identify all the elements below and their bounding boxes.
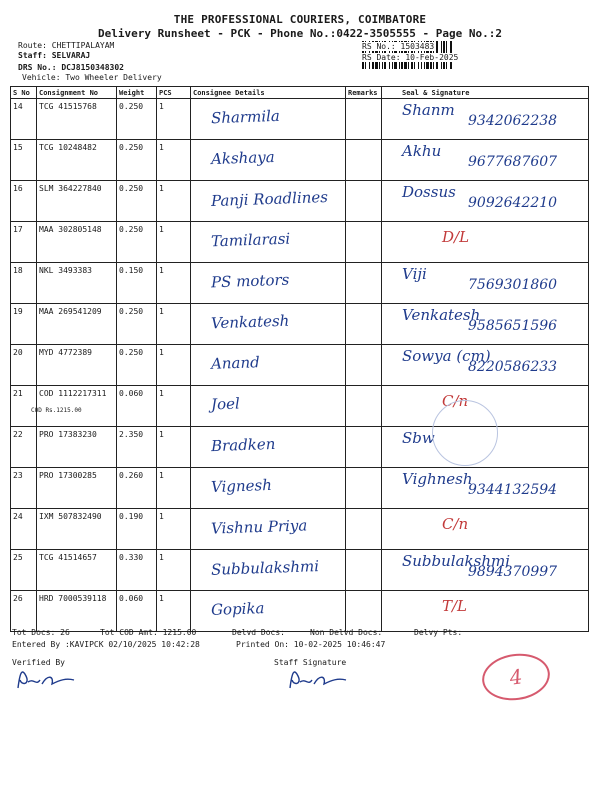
cell-consignee: [191, 99, 346, 140]
verifier-signature: [12, 662, 82, 694]
cell-consignment: HRD 7000539118: [37, 591, 117, 632]
cell-weight: 0.250: [117, 345, 157, 386]
verified-by-label: Verified By: [12, 658, 65, 667]
handwritten-phone: 9677687607: [468, 154, 558, 170]
table-row: [11, 263, 589, 304]
handwritten-signature: C/n: [442, 515, 469, 533]
col-consignee: Consignee Details: [191, 87, 346, 99]
cell-remarks: [346, 550, 382, 591]
cell-remarks: [346, 263, 382, 304]
cell-pcs: 1: [157, 181, 191, 222]
cell-weight: 0.250: [117, 140, 157, 181]
handwritten-consignee-name: Tamilarasi: [210, 229, 291, 251]
handwritten-consignee-name: Venkatesh: [210, 311, 290, 333]
cell-weight: 0.250: [117, 99, 157, 140]
cell-consignee: [191, 222, 346, 263]
cell-sno: 16: [11, 181, 37, 222]
cell-consignment: TCG 10248482: [37, 140, 117, 181]
total-docs: Tot Docs: 26: [12, 628, 70, 637]
cell-pcs: 1: [157, 345, 191, 386]
table-row: [11, 550, 589, 591]
cell-sno: 21: [11, 386, 37, 427]
cell-remarks: [346, 140, 382, 181]
staff-signature-label: Staff Signature: [274, 658, 347, 667]
cell-remarks: [346, 304, 382, 345]
handwritten-consignee-name: Joel: [210, 394, 241, 414]
table-row: [11, 181, 589, 222]
cell-pcs: 1: [157, 99, 191, 140]
staff: Staff: SELVARAJ: [18, 51, 91, 60]
cell-consignee: [191, 263, 346, 304]
col-weight: Weight: [117, 87, 157, 99]
cell-consignee: [191, 345, 346, 386]
col-remarks: Remarks: [346, 87, 382, 99]
cell-pcs: 1: [157, 386, 191, 427]
route: Route: CHETTIPALAYAM: [18, 41, 115, 50]
non-delivered-docs: Non Delvd Docs:: [310, 628, 383, 637]
cell-signature: [382, 591, 589, 632]
cell-consignment: MYD 4772389: [37, 345, 117, 386]
cell-pcs: 1: [157, 550, 191, 591]
company-title: THE PROFESSIONAL COURIERS, COIMBATORE: [173, 13, 427, 26]
col-consignment: Consignment No: [37, 87, 117, 99]
handwritten-signature: Sbw: [402, 429, 435, 447]
cell-remarks: [346, 386, 382, 427]
rs-number: RS No.: 1503483: [362, 42, 435, 51]
handwritten-signature: Sowya (cm): [402, 347, 491, 365]
cell-consignment: MAA 269541209: [37, 304, 117, 345]
cell-consignment: COD 1112217311 COD Rs.1215.00: [37, 386, 117, 427]
cell-sno: 23: [11, 468, 37, 509]
cell-consignee: [191, 591, 346, 632]
cell-pcs: 1: [157, 222, 191, 263]
cell-weight: 0.250: [117, 181, 157, 222]
handwritten-consignee-name: Bradken: [210, 434, 276, 456]
handwritten-signature: Akhu: [402, 142, 442, 160]
cell-remarks: [346, 99, 382, 140]
cell-weight: 0.190: [117, 509, 157, 550]
cell-weight: 0.330: [117, 550, 157, 591]
cell-sno: 14: [11, 99, 37, 140]
cell-consignment: PRO 17300285: [37, 468, 117, 509]
cell-weight: 0.060: [117, 386, 157, 427]
cell-consignment: TCG 41514657: [37, 550, 117, 591]
cell-signature: [382, 304, 589, 345]
cell-consignee: [191, 427, 346, 468]
cell-consignment: MAA 302805148: [37, 222, 117, 263]
cell-consignment: PRO 17383230: [37, 427, 117, 468]
handwritten-signature: Shanm: [402, 101, 455, 119]
cell-consignee: [191, 386, 346, 427]
cell-pcs: 1: [157, 140, 191, 181]
cell-signature: [382, 263, 589, 304]
runsheet-table: [10, 86, 589, 632]
cell-signature: [382, 509, 589, 550]
cell-remarks: [346, 591, 382, 632]
cell-signature: [382, 140, 589, 181]
cell-sno: 20: [11, 345, 37, 386]
cell-pcs: 1: [157, 304, 191, 345]
handwritten-consignee-name: Anand: [210, 353, 261, 373]
cell-consignee: [191, 181, 346, 222]
table-row: [11, 386, 589, 427]
handwritten-consignee-name: Gopika: [210, 599, 265, 619]
cell-weight: 0.150: [117, 263, 157, 304]
cell-weight: 0.260: [117, 468, 157, 509]
handwritten-consignee-name: Panji Roadlines: [210, 187, 329, 211]
cell-pcs: 1: [157, 509, 191, 550]
printed-on: Printed On: 10-02-2025 10:46:47: [236, 640, 386, 649]
cell-consignee: [191, 304, 346, 345]
handwritten-consignee-name: Subbulakshmi: [210, 557, 320, 579]
col-sno: S No: [11, 87, 37, 99]
handwritten-phone: 9585651596: [468, 318, 558, 334]
cell-remarks: [346, 427, 382, 468]
drs-number: DRS No.: DCJ8150348302: [18, 63, 124, 72]
cell-consignment: SLM 364227840: [37, 181, 117, 222]
table-row: [11, 140, 589, 181]
cell-signature: [382, 222, 589, 263]
handwritten-consignee-name: PS motors: [210, 270, 290, 292]
cell-sno: 25: [11, 550, 37, 591]
cell-sno: 18: [11, 263, 37, 304]
cell-consignment: TCG 41515768: [37, 99, 117, 140]
handwritten-signature: C/n: [442, 392, 469, 410]
table-row: [11, 427, 589, 468]
cell-signature: [382, 345, 589, 386]
cell-consignee: [191, 468, 346, 509]
handwritten-signature: T/L: [442, 597, 468, 615]
handwritten-signature: Viji: [402, 265, 427, 283]
cell-weight: 0.060: [117, 591, 157, 632]
handwritten-consignee-name: Vignesh: [210, 475, 273, 497]
cell-signature: [382, 181, 589, 222]
handwritten-consignee-name: Vishnu Priya: [210, 516, 308, 538]
cell-remarks: [346, 181, 382, 222]
cell-remarks: [346, 509, 382, 550]
cell-pcs: 1: [157, 468, 191, 509]
total-cod-amount: Tot COD Amt: 1215.00: [100, 628, 197, 637]
cell-remarks: [346, 345, 382, 386]
handwritten-phone: 9344132594: [468, 482, 558, 498]
cell-remarks: [346, 222, 382, 263]
runsheet-title: Delivery Runsheet - PCK - Phone No.:0422-3505555 - Page No.:2: [98, 27, 502, 40]
handwritten-signature: D/L: [442, 228, 470, 246]
cell-weight: 0.250: [117, 304, 157, 345]
cell-pcs: 1: [157, 263, 191, 304]
faint-stamp-seal: [432, 400, 498, 466]
table-row: [11, 99, 589, 140]
handwritten-signature: Dossus: [402, 183, 456, 201]
handwritten-signature: Vighnesh: [402, 470, 473, 488]
cell-sno: 15: [11, 140, 37, 181]
cell-pcs: 1: [157, 591, 191, 632]
cell-sno: 19: [11, 304, 37, 345]
handwritten-phone: 9342062238: [468, 113, 558, 129]
cell-signature: [382, 550, 589, 591]
table-row: [11, 591, 589, 632]
cell-sno: 22: [11, 427, 37, 468]
rs-date: RS Date: 10-Feb-2025: [362, 53, 459, 62]
col-pcs: PCS: [157, 87, 191, 99]
entered-by: Entered By :KAVIPCK 02/10/2025 10:42:28: [12, 640, 200, 649]
cell-weight: 0.250: [117, 222, 157, 263]
cell-sno: 17: [11, 222, 37, 263]
page-count-mark: [479, 649, 553, 704]
table-row: [11, 222, 589, 263]
table-header: [11, 87, 589, 99]
page-count-value: 4: [508, 664, 524, 690]
cell-consignee: [191, 509, 346, 550]
cell-remarks: [346, 468, 382, 509]
cell-consignment: IXM 507832490: [37, 509, 117, 550]
delivery-points: Delvy Pts:: [414, 628, 463, 637]
table-row: [11, 345, 589, 386]
handwritten-phone: 9894370997: [468, 564, 558, 580]
table-row: [11, 509, 589, 550]
cell-signature: [382, 468, 589, 509]
cod-amount-note: COD Rs.1215.00: [31, 407, 82, 414]
handwritten-consignee-name: Sharmila: [210, 106, 281, 128]
cell-sno: 26: [11, 591, 37, 632]
cell-consignee: [191, 550, 346, 591]
cell-weight: 2.350: [117, 427, 157, 468]
handwritten-phone: 9092642210: [468, 195, 558, 211]
cell-sno: 24: [11, 509, 37, 550]
cell-signature: [382, 99, 589, 140]
cell-consignee: [191, 140, 346, 181]
handwritten-consignee-name: Akshaya: [210, 147, 275, 169]
vehicle: Vehicle: Two Wheeler Delivery: [22, 73, 162, 82]
delivered-docs: Delvd Docs:: [232, 628, 285, 637]
handwritten-signature: Venkatesh: [402, 306, 481, 324]
cell-pcs: 1: [157, 427, 191, 468]
table-row: [11, 304, 589, 345]
col-seal-signature: Seal & Signature: [382, 87, 589, 99]
handwritten-phone: 7569301860: [468, 277, 558, 293]
staff-signature: [282, 662, 352, 694]
table-row: [11, 468, 589, 509]
handwritten-signature: Subbulakshmi: [402, 552, 511, 570]
handwritten-phone: 8220586233: [468, 359, 558, 375]
cell-consignment: NKL 3493383: [37, 263, 117, 304]
